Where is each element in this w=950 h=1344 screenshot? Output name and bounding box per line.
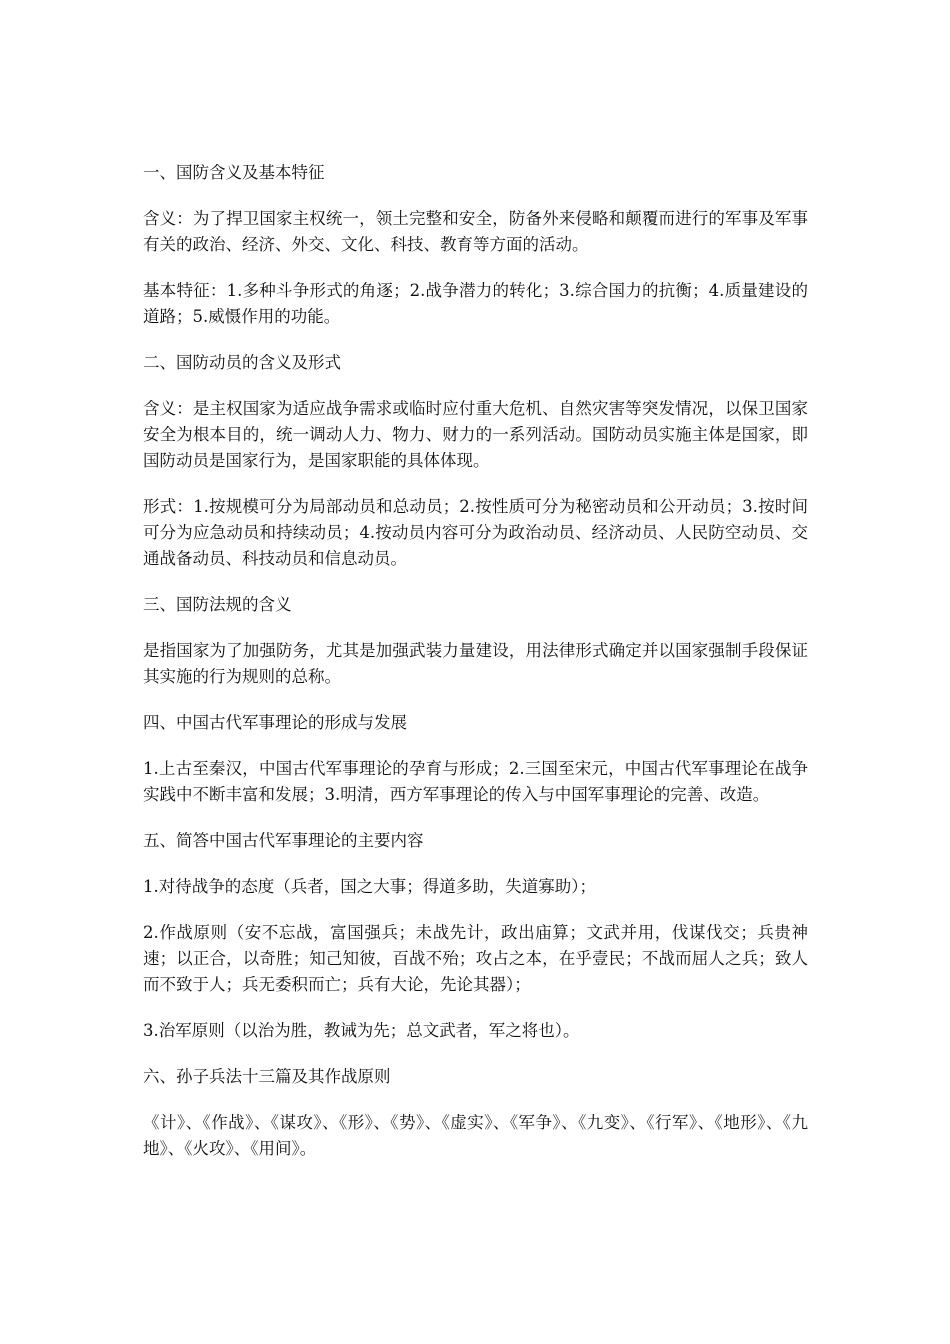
paragraph: 《计》、《作战》、《谋攻》、《形》、《势》、《虚实》、《军争》、《九变》、《行军》、《地形》、《九地》、《火攻》、《用间》。	[143, 1113, 808, 1158]
section-1	[143, 160, 808, 330]
paragraph: 3.治军原则（以治为胜，教诫为先；总文武者，军之将也）。	[143, 1021, 580, 1040]
section-2	[143, 350, 808, 572]
paragraph: 1.上古至秦汉，中国古代军事理论的孕育与形成；2.三国至宋元，中国古代军事理论在战争实践中不断丰富和发展；3.明清，西方军事理论的传入与中国军事理论的完善、改造。	[143, 759, 808, 804]
paragraph: 含义：是主权国家为适应战争需求或临时应付重大危机、自然灾害等突发情况，以保卫国家安全为根本目的，统一调动人力、物力、财力的一系列活动。国防动员实施主体是国家，即国防动员是国家行为，是国家职能的具体体现。	[143, 399, 808, 470]
paragraph: 1.对待战争的态度（兵者，国之大事；得道多助，失道寡助）；	[143, 877, 596, 896]
section-5	[143, 828, 808, 1044]
section-heading: 三、国防法规的含义	[143, 595, 292, 614]
paragraph: 2.作战原则（安不忘战，富国强兵；未战先计，政出庙算；文武并用，伐谋伐交；兵贵神速；以正合，以奇胜；知己知彼，百战不殆；攻占之本，在乎壹民；不战而屈人之兵；致人而不致于人；兵无委积而亡；兵有大论，先论其器）；	[143, 923, 808, 994]
section-heading: 四、中国古代军事理论的形成与发展	[143, 713, 407, 732]
section-heading: 五、简答中国古代军事理论的主要内容	[143, 831, 424, 850]
section-heading: 一、国防含义及基本特征	[143, 163, 325, 182]
paragraph: 是指国家为了加强防务，尤其是加强武装力量建设，用法律形式确定并以国家强制手段保证其实施的行为规则的总称。	[143, 641, 808, 686]
section-3	[143, 592, 808, 690]
section-heading: 六、孙子兵法十三篇及其作战原则	[143, 1067, 391, 1086]
section-heading: 二、国防动员的含义及形式	[143, 353, 341, 372]
document-page	[143, 160, 808, 1182]
section-6	[143, 1064, 808, 1162]
paragraph: 含义：为了捍卫国家主权统一，领土完整和安全，防备外来侵略和颠覆而进行的军事及军事有关的政治、经济、外交、文化、科技、教育等方面的活动。	[143, 209, 808, 254]
paragraph: 形式：1.按规模可分为局部动员和总动员；2.按性质可分为秘密动员和公开动员；3.按时间可分为应急动员和持续动员；4.按动员内容可分为政治动员、经济动员、人民防空动员、交通战备动员、科技动员和信息动员。	[143, 497, 808, 568]
section-4	[143, 710, 808, 808]
paragraph: 基本特征：1.多种斗争形式的角逐；2.战争潜力的转化；3.综合国力的抗衡；4.质量建设的道路；5.威慑作用的功能。	[143, 281, 808, 326]
